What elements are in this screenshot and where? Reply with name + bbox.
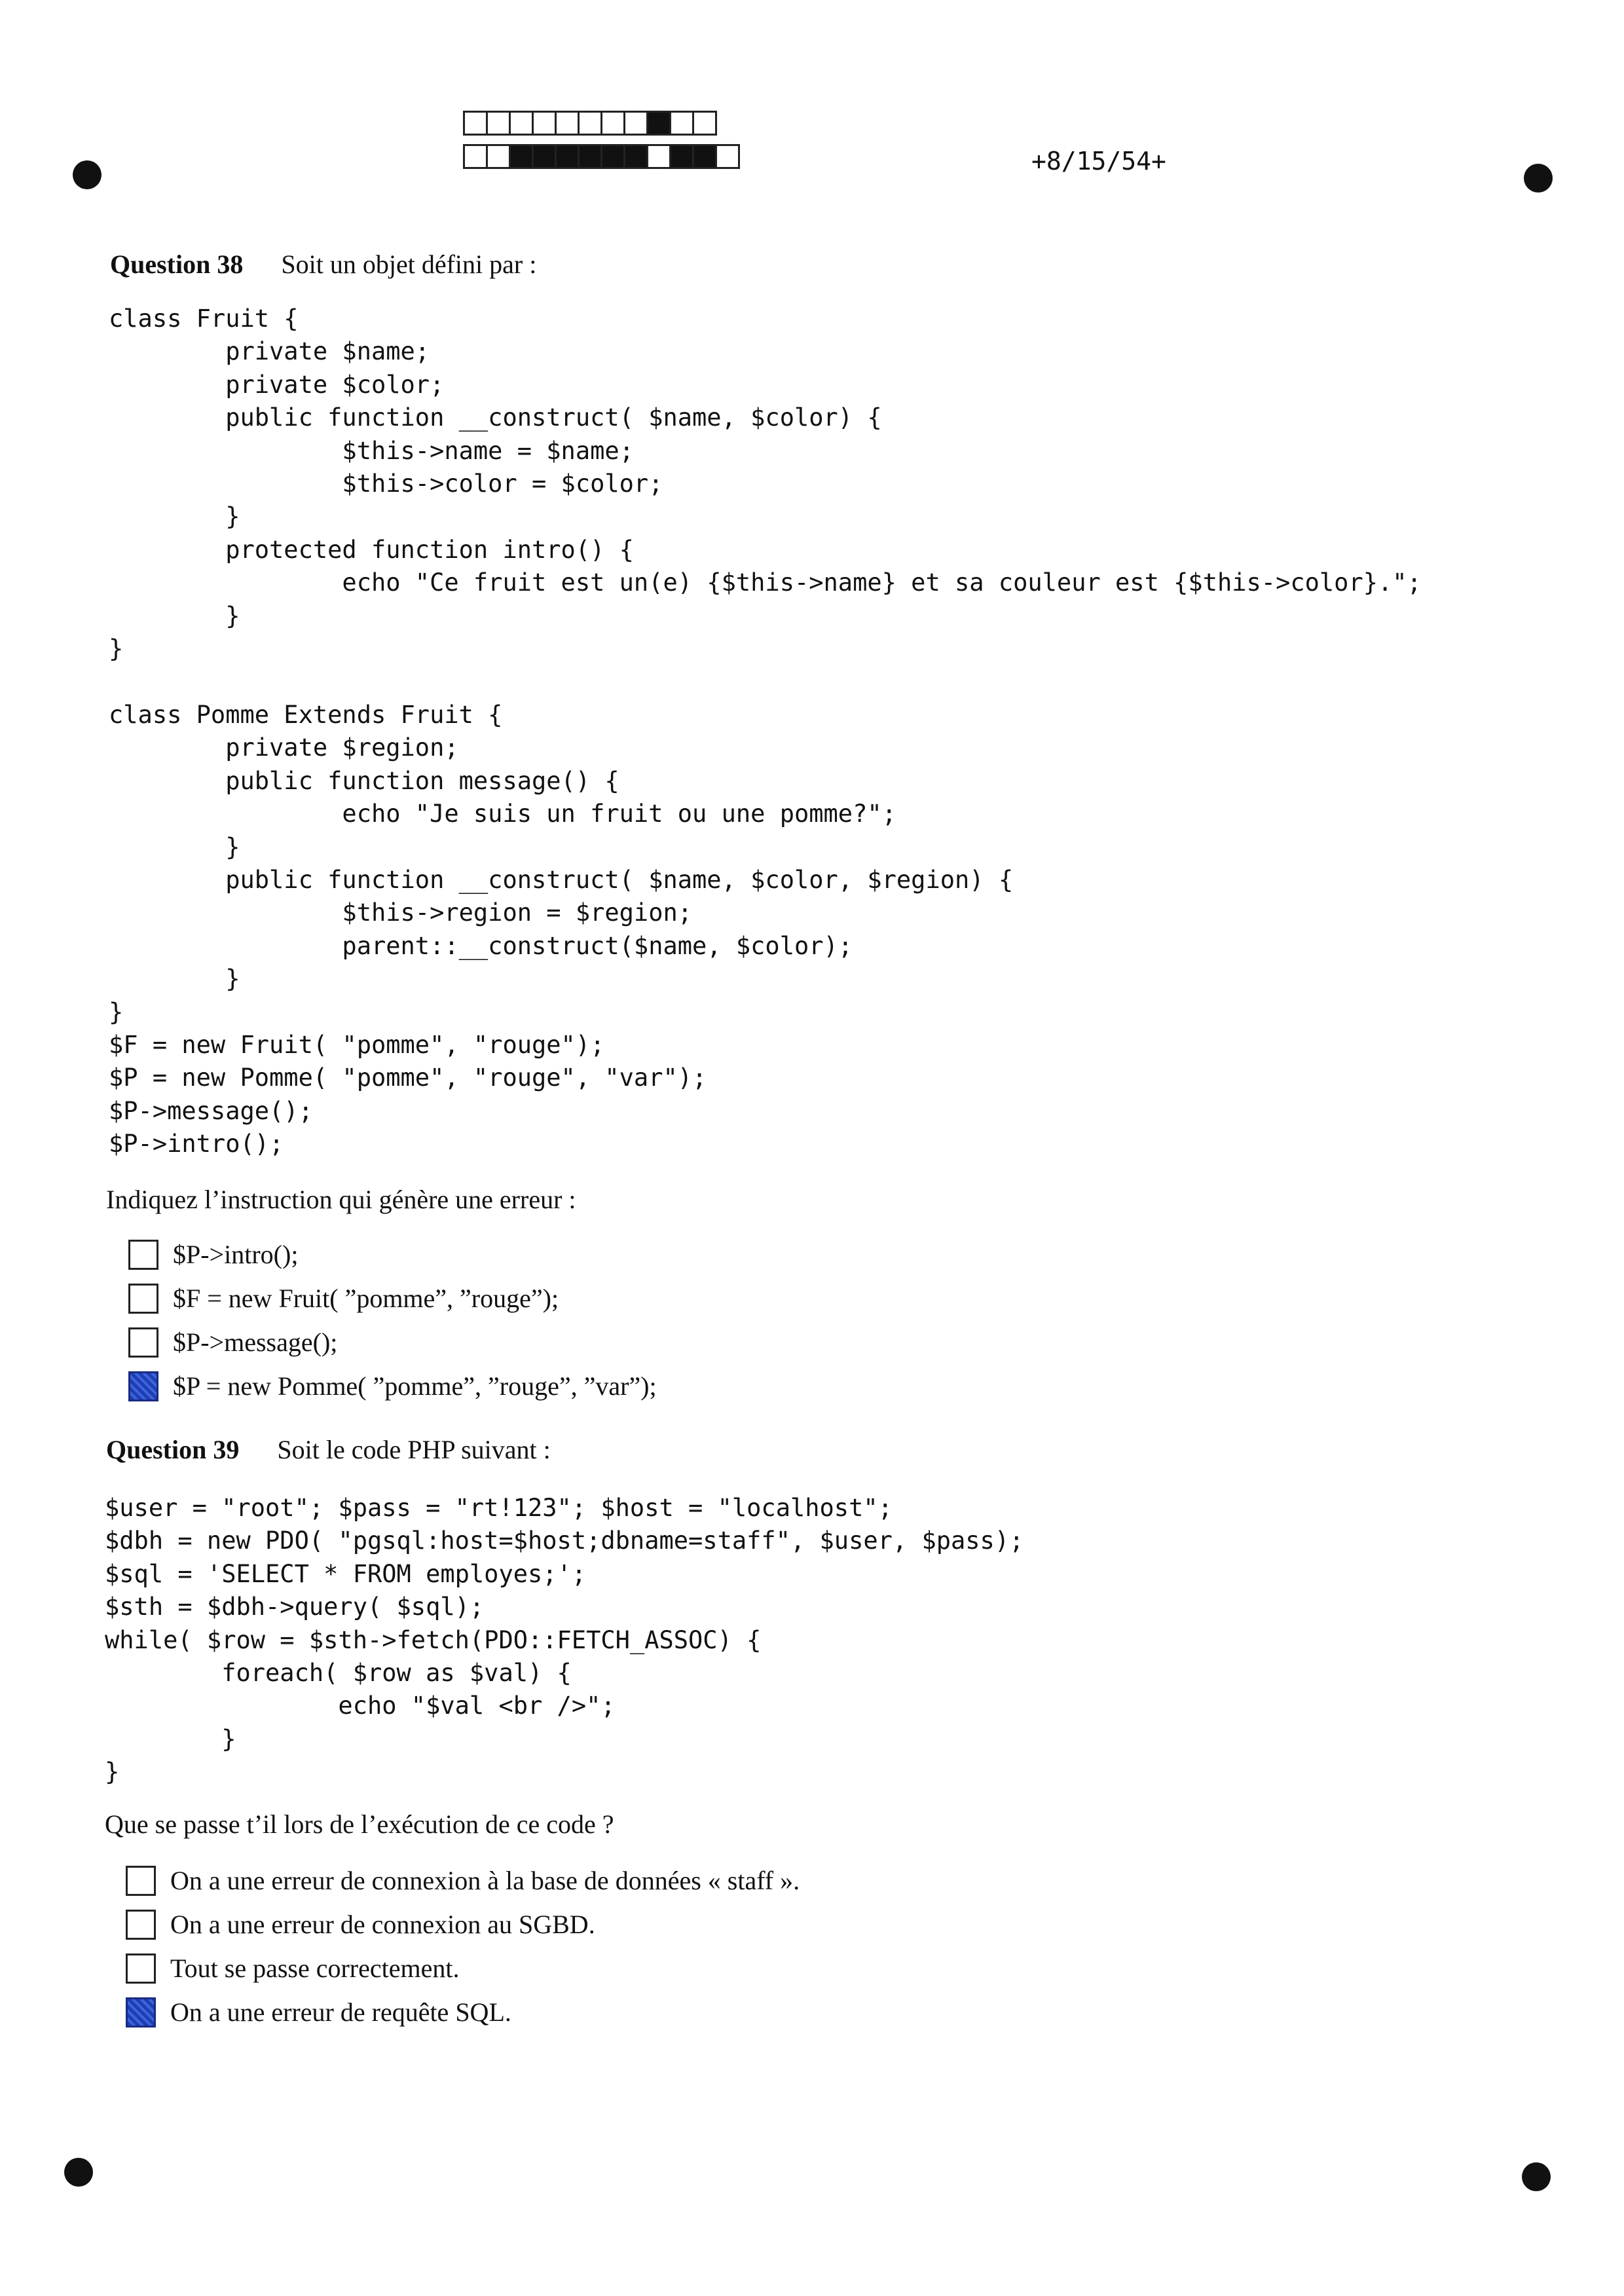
answer-option-label: $P = new Pomme( ”pomme”, ”rouge”, ”var”); <box>173 1371 657 1401</box>
answer-option[interactable] <box>126 1946 800 1990</box>
answer-option-label: $F = new Fruit( ”pomme”, ”rouge”); <box>173 1284 559 1313</box>
code-line: echo "Ce fruit est un(e) {$this->name} et sa couleur est {$this->color}."; <box>109 568 1422 597</box>
code-line: $this->color = $color; <box>109 470 663 498</box>
code-line: $sql = 'SELECT * FROM employes;'; <box>105 1559 587 1588</box>
page-barcode-row-2 <box>463 144 738 169</box>
code-line: protected function intro() { <box>109 535 634 564</box>
checkbox[interactable] <box>126 1866 156 1896</box>
code-line: public function __construct( $name, $color) { <box>109 403 882 432</box>
code-line: $dbh = new PDO( "pgsql:host=$host;dbname=staff", $user, $pass); <box>105 1527 1024 1555</box>
question-number: Question 39 <box>106 1435 240 1464</box>
code-line: class Fruit { <box>109 305 299 333</box>
code-line: } <box>105 1724 236 1753</box>
question-statement: Soit un objet défini par : <box>281 250 537 279</box>
question-number: Question 38 <box>110 250 244 279</box>
code-line: while( $row = $sth->fetch(PDO::FETCH_ASSOC) { <box>105 1625 762 1654</box>
barcode-cell <box>623 111 648 136</box>
barcode-cell <box>646 144 671 169</box>
checkbox[interactable] <box>126 1910 156 1940</box>
answer-option-label: $P->message(); <box>173 1327 338 1357</box>
answer-option[interactable] <box>126 1990 800 2034</box>
barcode-cell <box>669 111 694 136</box>
answer-option-label: Tout se passe correctement. <box>170 1953 460 1983</box>
corner-mark-top-right <box>1524 164 1553 193</box>
checkbox[interactable] <box>126 1953 156 1984</box>
question-38-options <box>128 1232 657 1408</box>
barcode-cell <box>692 144 717 169</box>
code-line: } <box>105 1758 120 1787</box>
barcode-cell <box>486 144 511 169</box>
code-line: } <box>109 601 240 630</box>
checkbox-checked[interactable] <box>128 1371 158 1401</box>
code-line: foreach( $row as $val) { <box>105 1659 572 1688</box>
barcode-cell <box>509 144 534 169</box>
code-line: $F = new Fruit( "pomme", "rouge"); <box>109 1030 605 1059</box>
answer-option[interactable] <box>128 1320 657 1364</box>
answer-option-label: On a une erreur de connexion au SGBD. <box>170 1910 595 1939</box>
question-statement: Soit le code PHP suivant : <box>277 1435 551 1464</box>
code-line: } <box>109 832 240 861</box>
checkbox[interactable] <box>128 1284 158 1314</box>
code-line: public function __construct( $name, $color, $region) { <box>109 865 1014 894</box>
code-line: class Pomme Extends Fruit { <box>109 700 503 729</box>
code-line: } <box>109 965 240 993</box>
barcode-cell <box>600 111 625 136</box>
code-line: echo "Je suis un fruit ou une pomme?"; <box>109 800 896 828</box>
question-39-header <box>106 1434 551 1465</box>
code-line: public function message() { <box>109 766 619 795</box>
question-39-options <box>126 1859 800 2034</box>
answer-option[interactable] <box>126 1902 800 1946</box>
question-39-prompt: Que se passe t’il lors de l’exécution de ce code ? <box>105 1809 614 1839</box>
code-line: private $name; <box>109 337 430 366</box>
answer-option[interactable] <box>128 1364 657 1408</box>
page-barcode-row-1 <box>463 111 715 136</box>
code-line: } <box>109 997 124 1026</box>
code-line: private $region; <box>109 733 459 762</box>
code-line: $P->intro(); <box>109 1130 284 1158</box>
code-line: $P->message(); <box>109 1096 313 1125</box>
checkbox[interactable] <box>128 1240 158 1270</box>
checkbox[interactable] <box>128 1327 158 1358</box>
code-line: parent::__construct($name, $color); <box>109 931 853 960</box>
corner-mark-bottom-right <box>1522 2162 1551 2191</box>
answer-option-label: On a une erreur de connexion à la base de données « staff ». <box>170 1866 800 1895</box>
answer-option-label: $P->intro(); <box>173 1240 299 1269</box>
barcode-cell <box>692 111 717 136</box>
code-line <box>109 665 1422 698</box>
code-line: $this->region = $region; <box>109 898 693 927</box>
code-line: private $color; <box>109 370 445 399</box>
question-39-code-block <box>105 1492 1024 1789</box>
barcode-cell <box>623 144 648 169</box>
barcode-cell <box>578 144 602 169</box>
barcode-cell <box>715 144 740 169</box>
barcode-cell <box>463 111 488 136</box>
checkbox-checked[interactable] <box>126 1997 156 2028</box>
corner-mark-bottom-left <box>64 2158 93 2187</box>
code-line: $this->name = $name; <box>109 436 634 465</box>
barcode-cell <box>532 144 557 169</box>
page-identifier: +8/15/54+ <box>1031 147 1166 176</box>
question-38-header <box>110 249 536 280</box>
answer-option[interactable] <box>128 1276 657 1320</box>
code-line: $user = "root"; $pass = "rt!123"; $host = "localhost"; <box>105 1494 893 1522</box>
barcode-cell <box>669 144 694 169</box>
barcode-cell <box>555 111 580 136</box>
code-line: } <box>109 635 124 663</box>
corner-mark-top-left <box>73 160 101 189</box>
barcode-cell <box>509 111 534 136</box>
code-line: } <box>109 502 240 531</box>
answer-option-label: On a une erreur de requête SQL. <box>170 1997 511 2027</box>
barcode-cell <box>463 144 488 169</box>
code-line: $sth = $dbh->query( $sql); <box>105 1593 485 1621</box>
code-line: echo "$val <br />"; <box>105 1692 616 1720</box>
barcode-cell <box>532 111 557 136</box>
barcode-cell <box>486 111 511 136</box>
answer-option[interactable] <box>128 1232 657 1276</box>
barcode-cell <box>555 144 580 169</box>
barcode-cell <box>646 111 671 136</box>
question-38-code-block <box>109 303 1422 1161</box>
answer-option[interactable] <box>126 1859 800 1902</box>
code-line: $P = new Pomme( "pomme", "rouge", "var"); <box>109 1064 707 1092</box>
question-38-prompt: Indiquez l’instruction qui génère une erreur : <box>106 1185 576 1214</box>
barcode-cell <box>600 144 625 169</box>
barcode-cell <box>578 111 602 136</box>
